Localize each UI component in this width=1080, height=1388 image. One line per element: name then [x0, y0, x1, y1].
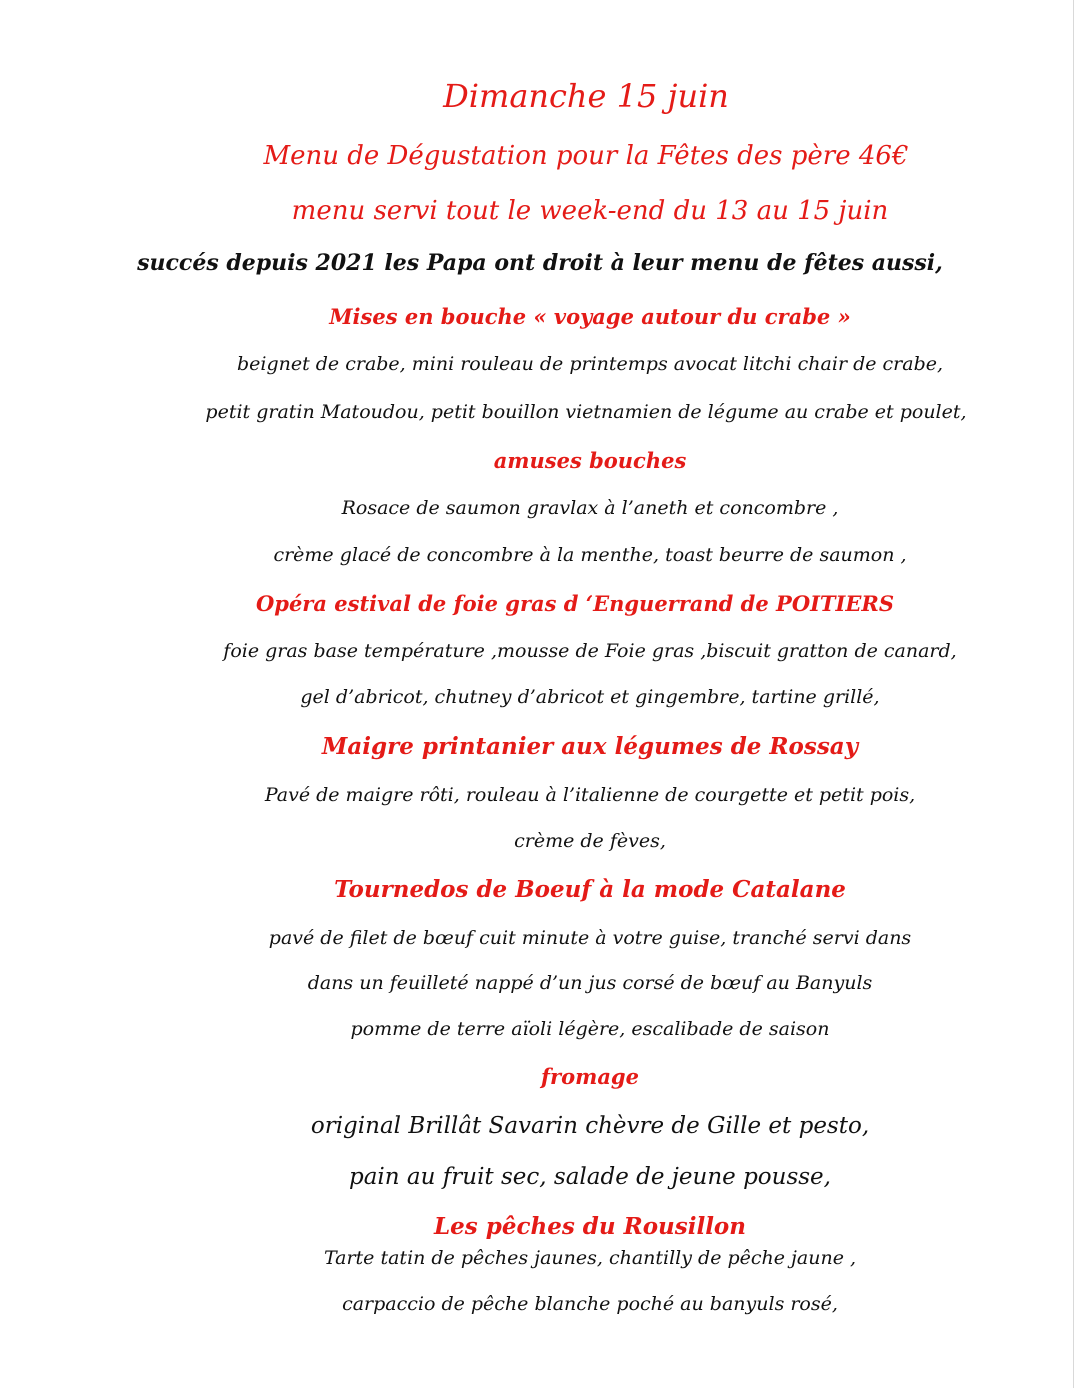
- course-title-tournedos: Tournedos de Boeuf à la mode Catalane: [334, 876, 846, 903]
- course-title-mises-en-bouche: Mises en bouche « voyage autour du crabe »: [329, 304, 851, 329]
- menu-tagline: succés depuis 2021 les Papa ont droit à leur menu de fêtes aussi,: [137, 250, 943, 276]
- course-line: pain au fruit sec, salade de jeune pousse,: [349, 1164, 831, 1190]
- course-title-maigre-printanier: Maigre printanier aux légumes de Rossay: [321, 733, 859, 760]
- course-title-fromage: fromage: [541, 1064, 639, 1089]
- course-line: dans un feuilleté nappé d’un jus corsé de bœuf au Banyuls: [307, 972, 873, 994]
- course-line: crème glacé de concombre à la menthe, toast beurre de saumon ,: [273, 544, 907, 566]
- menu-title: Menu de Dégustation pour la Fêtes des père 46€: [263, 141, 909, 171]
- course-line: carpaccio de pêche blanche poché au banyuls rosé,: [342, 1293, 838, 1315]
- course-line: beignet de crabe, mini rouleau de printemps avocat litchi chair de crabe,: [236, 353, 944, 375]
- course-line: foie gras base température ,mousse de Foie gras ,biscuit gratton de canard,: [223, 640, 957, 662]
- menu-date: Dimanche 15 juin: [443, 77, 729, 115]
- course-line: gel d’abricot, chutney d’abricot et gingembre, tartine grillé,: [300, 686, 880, 708]
- course-line: original Brillât Savarin chèvre de Gille et pesto,: [310, 1113, 870, 1139]
- course-line: petit gratin Matoudou, petit bouillon vietnamien de légume au crabe et poulet,: [205, 401, 967, 423]
- course-line: Pavé de maigre rôti, rouleau à l’italienne de courgette et petit pois,: [264, 784, 916, 806]
- course-line: Tarte tatin de pêches jaunes, chantilly de pêche jaune ,: [323, 1247, 857, 1269]
- menu-served-dates: menu servi tout le week-end du 13 au 15 juin: [291, 196, 889, 226]
- course-line: pavé de filet de bœuf cuit minute à votre guise, tranché servi dans: [268, 927, 912, 949]
- course-title-opera-foie-gras: Opéra estival de foie gras d ‘Enguerrand de POITIERS: [255, 591, 895, 616]
- course-line: crème de fèves,: [514, 830, 666, 852]
- course-title-peches-rousillon: Les pêches du Rousillon: [433, 1213, 746, 1240]
- course-line: pomme de terre aïoli légère, escalibade de saison: [350, 1018, 830, 1040]
- course-line: Rosace de saumon gravlax à l’aneth et concombre ,: [341, 497, 839, 519]
- course-title-amuses-bouches: amuses bouches: [493, 448, 687, 473]
